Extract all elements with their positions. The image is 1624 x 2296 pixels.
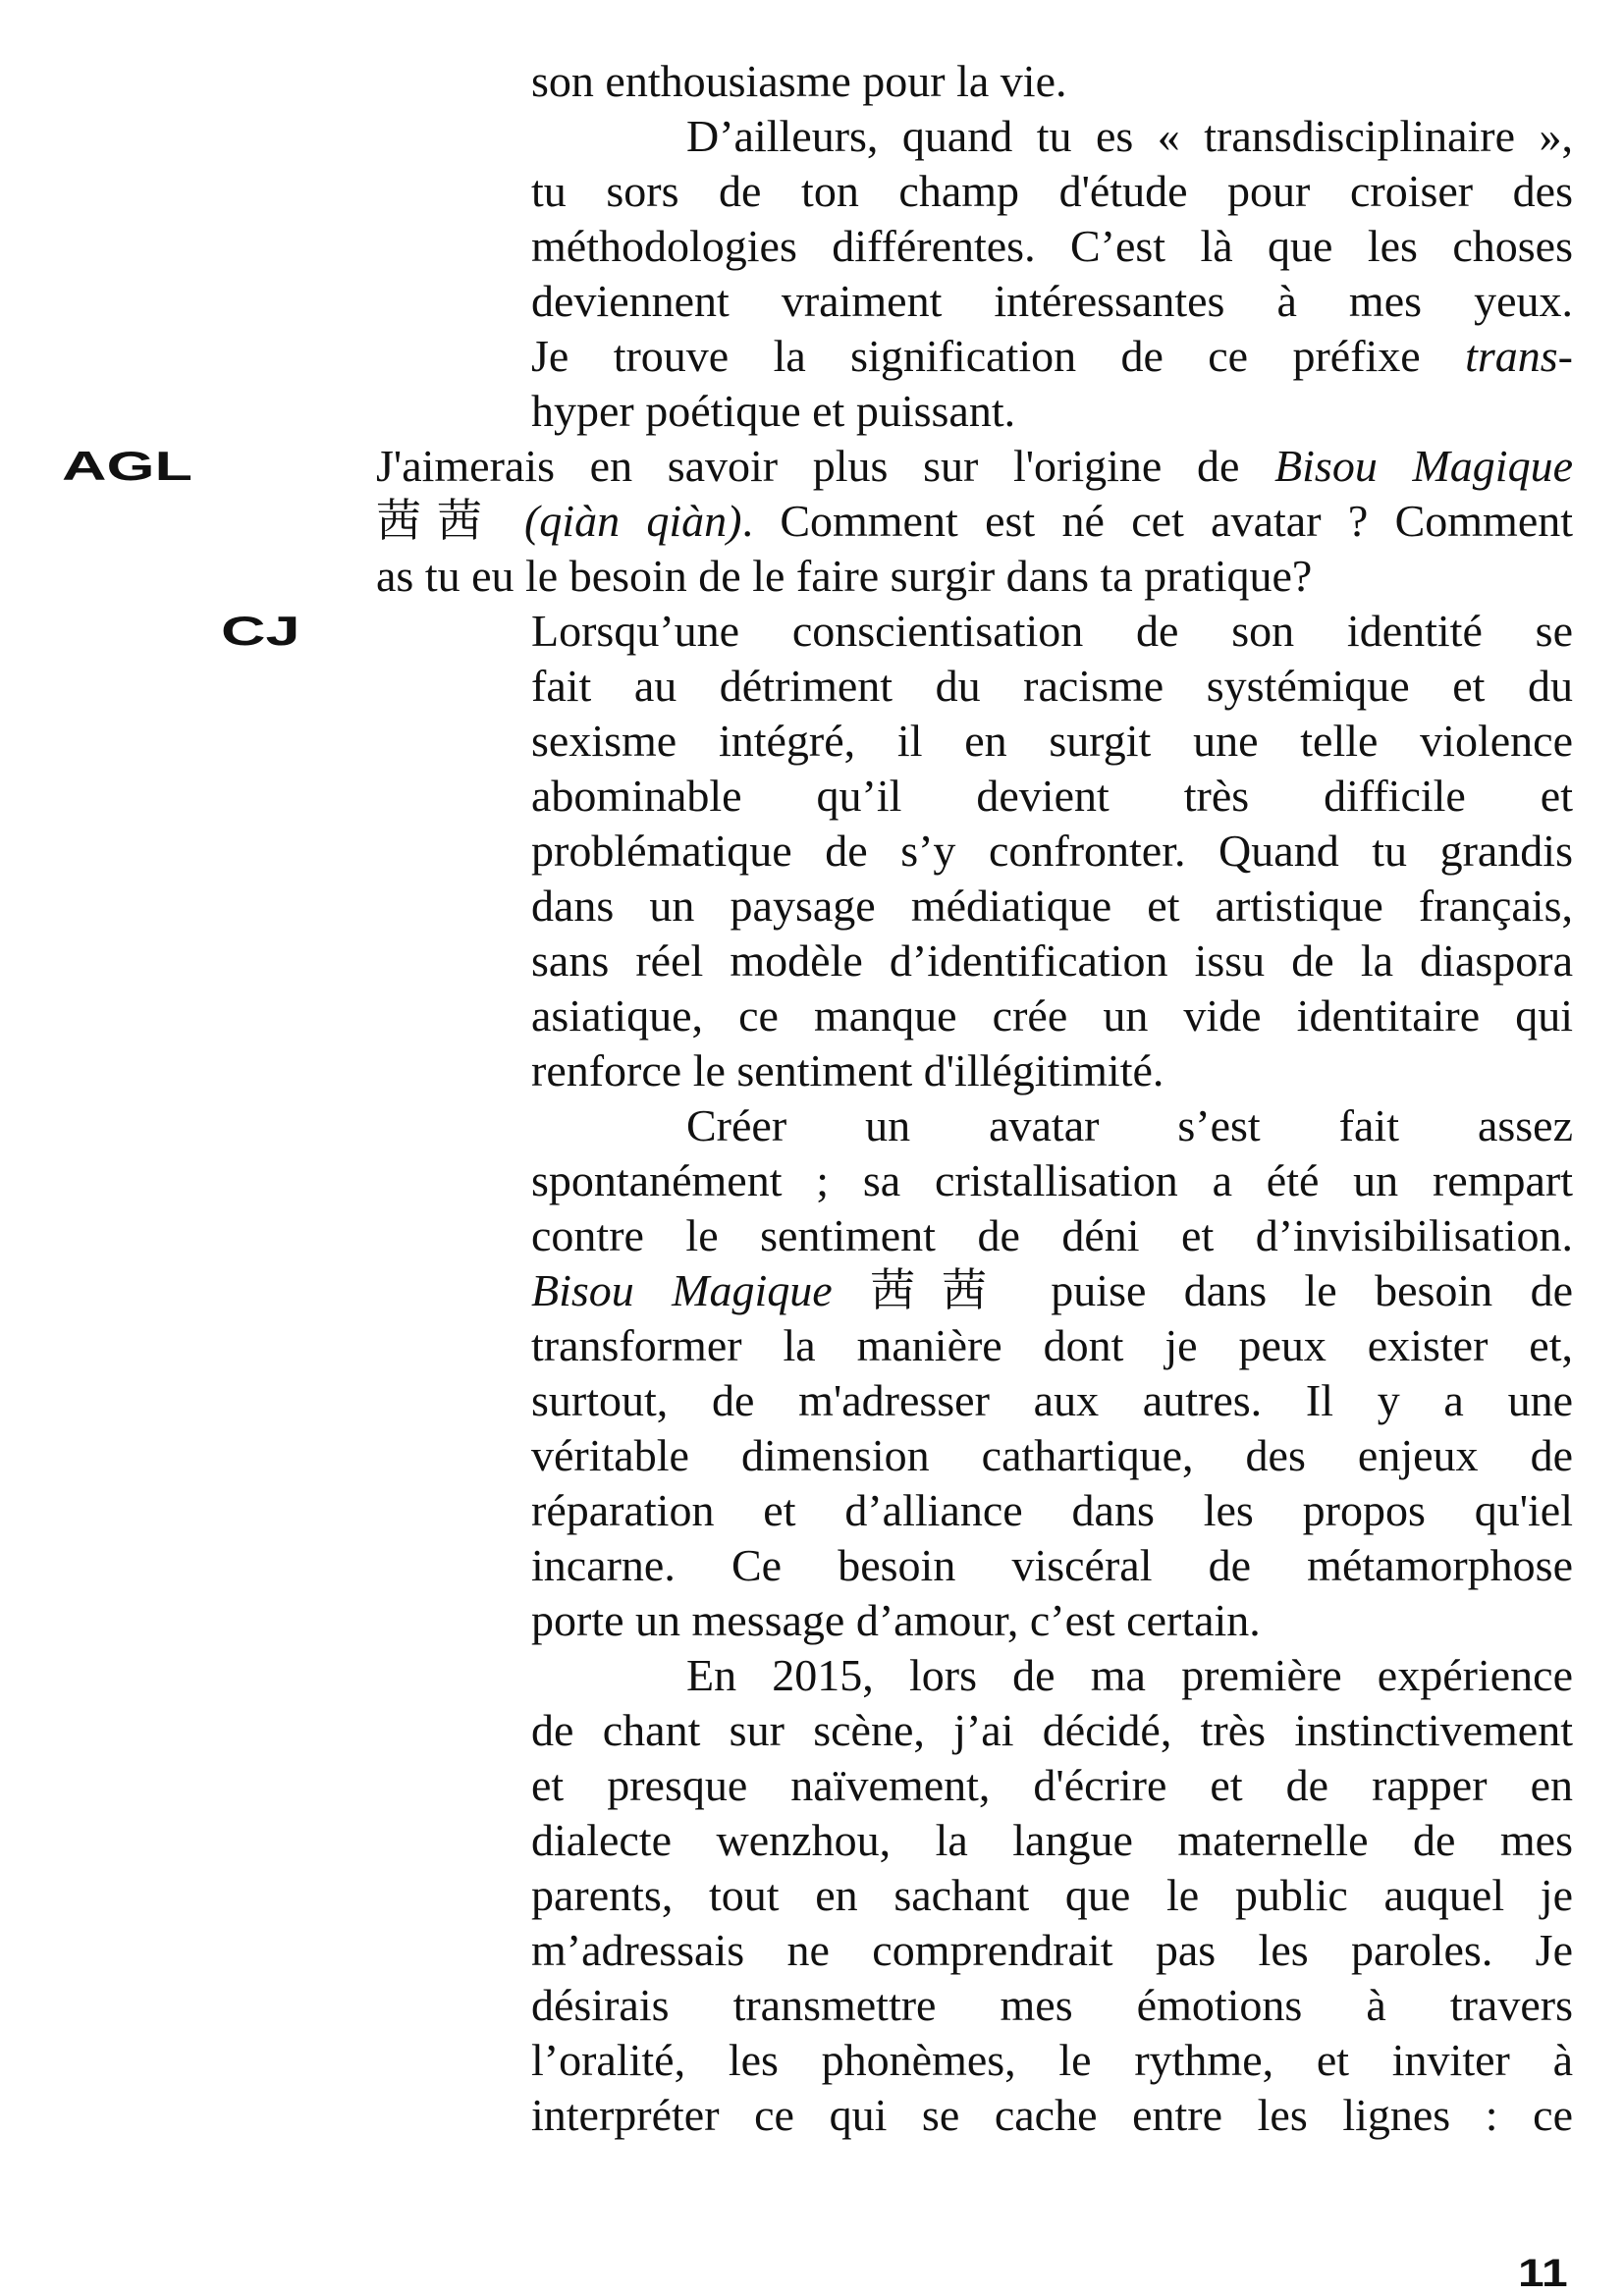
text-segment: problématique de s’y confronter. Quand tu grandis bbox=[531, 826, 1573, 876]
text-line bbox=[531, 1978, 1573, 2033]
speaker-label-agl: AGL bbox=[62, 443, 192, 489]
text-segment: parents, tout en sachant que le public auquel je bbox=[531, 1870, 1573, 1920]
text-line bbox=[531, 1373, 1573, 1428]
text-line bbox=[531, 1813, 1573, 1868]
text-line bbox=[531, 109, 1573, 164]
italic-segment: Bisou Magique bbox=[1274, 441, 1573, 491]
text-segment: véritable dimension cathartique, des enjeux de bbox=[531, 1430, 1573, 1480]
text-segment: 茜茜 puise dans le besoin de bbox=[832, 1265, 1573, 1315]
text-segment: J'aimerais en savoir plus sur l'origine de bbox=[376, 441, 1275, 491]
text-segment: . Comment est né cet avatar ? Comment bbox=[741, 496, 1573, 546]
text-line bbox=[531, 1208, 1573, 1263]
text-segment: dialecte wenzhou, la langue maternelle de mes bbox=[531, 1815, 1573, 1865]
text-line bbox=[531, 714, 1573, 769]
text-line bbox=[531, 54, 1573, 109]
text-line bbox=[531, 1538, 1573, 1593]
speaker-label-cj: CJ bbox=[221, 608, 300, 654]
text-line bbox=[531, 824, 1573, 879]
text-segment: En 2015, lors de ma première expérience bbox=[686, 1650, 1573, 1700]
text-line bbox=[376, 494, 1573, 549]
text-line bbox=[531, 659, 1573, 714]
text-line bbox=[531, 2088, 1573, 2143]
text-line bbox=[531, 1263, 1573, 1318]
text-line bbox=[531, 769, 1573, 824]
text-line bbox=[531, 1318, 1573, 1373]
text-segment: dans un paysage médiatique et artistique français, bbox=[531, 881, 1573, 931]
text-segment: transformer la manière dont je peux exister et, bbox=[531, 1320, 1573, 1370]
paragraph-cj-answer-3 bbox=[0, 1648, 1624, 2143]
text-line bbox=[531, 219, 1573, 274]
italic-segment: trans- bbox=[1465, 331, 1573, 381]
text-segment: et presque naïvement, d'écrire et de rapper en bbox=[531, 1760, 1573, 1810]
italic-segment: (qiàn qiàn) bbox=[523, 496, 742, 546]
paragraph-cj-continued bbox=[0, 54, 1624, 439]
text-segment: asiatique, ce manque crée un vide identitaire qui bbox=[531, 990, 1573, 1041]
text-line bbox=[531, 1758, 1573, 1813]
text-segment: tu sors de ton champ d'étude pour croiser des bbox=[531, 166, 1573, 216]
text-line bbox=[376, 549, 1573, 604]
text-segment: hyper poétique et puissant. bbox=[531, 386, 1016, 436]
text-line bbox=[531, 879, 1573, 934]
text-line bbox=[531, 1098, 1573, 1153]
text-segment: renforce le sentiment d'illégitimité. bbox=[531, 1045, 1164, 1095]
text-line bbox=[531, 1043, 1573, 1098]
text-line bbox=[531, 604, 1573, 659]
page-number: 11 bbox=[1518, 2252, 1568, 2295]
text-segment: fait au détriment du racisme systémique et du bbox=[531, 661, 1573, 711]
text-segment: de chant sur scène, j’ai décidé, très instinctivement bbox=[531, 1705, 1573, 1755]
text-line bbox=[531, 1923, 1573, 1978]
paragraph-cj-answer-1 bbox=[0, 604, 1624, 1098]
text-segment: Lorsqu’une conscientisation de son identité se bbox=[531, 606, 1573, 656]
text-segment: sexisme intégré, il en surgit une telle violence bbox=[531, 716, 1573, 766]
text-column bbox=[0, 54, 1624, 2143]
text-line bbox=[531, 274, 1573, 329]
text-line bbox=[531, 1593, 1573, 1648]
text-segment: deviennent vraiment intéressantes à mes yeux. bbox=[531, 276, 1573, 326]
text-line bbox=[531, 164, 1573, 219]
text-line bbox=[531, 1703, 1573, 1758]
text-segment: surtout, de m'adresser aux autres. Il y a une bbox=[531, 1375, 1573, 1425]
paragraph-cj-answer-2 bbox=[0, 1098, 1624, 1648]
text-segment: contre le sentiment de déni et d’invisibilisation. bbox=[531, 1210, 1573, 1260]
text-line bbox=[376, 439, 1573, 494]
text-segment: spontanément ; sa cristallisation a été un rempart bbox=[531, 1155, 1573, 1205]
paragraph-agl-question bbox=[0, 439, 1624, 604]
text-segment: réparation et d’alliance dans les propos qu'iel bbox=[531, 1485, 1573, 1535]
text-line bbox=[531, 384, 1573, 439]
text-line bbox=[531, 1428, 1573, 1483]
text-segment: l’oralité, les phonèmes, le rythme, et inviter à bbox=[531, 2035, 1573, 2085]
text-line bbox=[531, 329, 1573, 384]
text-segment: 茜茜 bbox=[376, 496, 524, 546]
text-line bbox=[531, 988, 1573, 1043]
text-line bbox=[531, 1483, 1573, 1538]
text-segment: Je trouve la signification de ce préfixe bbox=[531, 331, 1466, 381]
text-segment: méthodologies différentes. C’est là que les choses bbox=[531, 221, 1573, 271]
text-segment: porte un message d’amour, c’est certain. bbox=[531, 1595, 1261, 1645]
text-segment: m’adressais ne comprendrait pas les paroles. Je bbox=[531, 1925, 1573, 1975]
text-segment: D’ailleurs, quand tu es « transdisciplinaire », bbox=[686, 111, 1573, 161]
text-segment: son enthousiasme pour la vie. bbox=[531, 56, 1067, 106]
italic-segment: Bisou Magique bbox=[531, 1265, 833, 1315]
text-line bbox=[531, 1648, 1573, 1703]
text-line bbox=[531, 2033, 1573, 2088]
text-segment: désirais transmettre mes émotions à travers bbox=[531, 1980, 1573, 2030]
text-line bbox=[531, 1868, 1573, 1923]
text-line bbox=[531, 934, 1573, 988]
text-segment: Créer un avatar s’est fait assez bbox=[686, 1100, 1573, 1150]
text-segment: sans réel modèle d’identification issu de la diaspora bbox=[531, 935, 1573, 986]
text-segment: as tu eu le besoin de le faire surgir dans ta pratique? bbox=[376, 551, 1313, 601]
text-line bbox=[531, 1153, 1573, 1208]
text-segment: interpréter ce qui se cache entre les lignes : ce bbox=[531, 2090, 1573, 2140]
text-segment: abominable qu’il devient très difficile et bbox=[531, 771, 1573, 821]
text-segment: incarne. Ce besoin viscéral de métamorphose bbox=[531, 1540, 1573, 1590]
